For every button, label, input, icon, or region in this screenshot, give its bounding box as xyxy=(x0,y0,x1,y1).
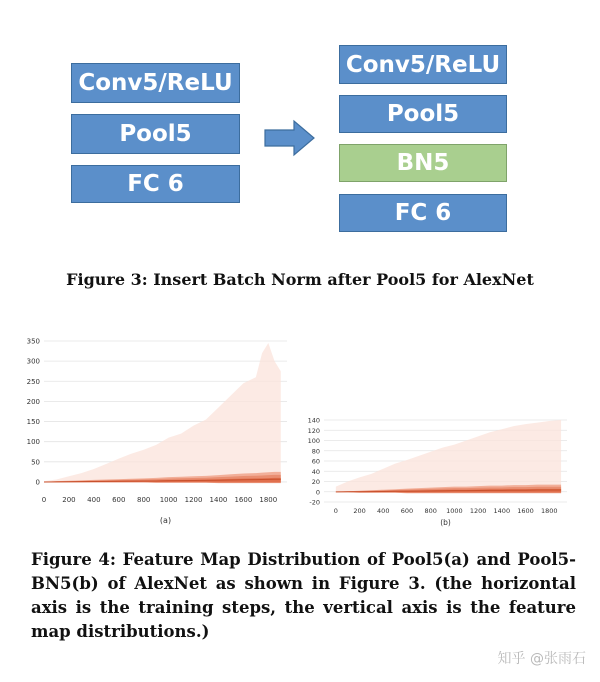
x-tick-label: 800 xyxy=(424,507,437,515)
y-tick-label: 100 xyxy=(307,437,320,445)
chart-a xyxy=(27,333,295,525)
block-conv5-relu-left: Conv5/ReLU xyxy=(71,63,240,103)
x-tick-label: 1400 xyxy=(493,507,511,515)
block-fc6-right: FC 6 xyxy=(339,194,507,232)
x-tick-label: 0 xyxy=(333,507,338,515)
figure-4-caption: Figure 4: Feature Map Distribution of Pool5(a) and Pool5-BN5(b) of AlexNet as shown in Figure 3. (the horizontal axis is the training steps, the vertical axis is the feature map distributions.) xyxy=(31,550,576,641)
y-tick-label: 150 xyxy=(26,418,40,427)
y-tick-label: 40 xyxy=(311,467,320,476)
x-tick-label: 600 xyxy=(400,507,414,515)
x-tick-label: 1000 xyxy=(159,496,178,504)
outer-envelope-area xyxy=(336,420,561,493)
x-tick-label: 1600 xyxy=(517,507,534,515)
y-tick-label: 20 xyxy=(311,478,320,486)
y-tick-label: 60 xyxy=(311,457,320,466)
x-tick-label: 400 xyxy=(87,496,101,504)
x-tick-label: 200 xyxy=(62,496,76,504)
watermark: 知乎 @张雨石 xyxy=(497,651,586,667)
y-tick-label: 0 xyxy=(315,488,320,497)
x-tick-label: 400 xyxy=(377,507,390,515)
block-conv5-relu-right: Conv5/ReLU xyxy=(339,45,507,84)
x-tick-label: 1200 xyxy=(184,496,203,504)
y-tick-label: 250 xyxy=(26,377,40,386)
y-tick-label: 100 xyxy=(26,438,40,447)
y-tick-label: 0 xyxy=(35,478,40,487)
y-tick-label: 350 xyxy=(26,337,40,346)
y-tick-label: 300 xyxy=(26,357,40,366)
panel-label: (b) xyxy=(440,518,451,527)
block-pool5-left: Pool5 xyxy=(71,114,240,154)
x-tick-label: 1600 xyxy=(234,496,253,504)
block-fc6-left: FC 6 xyxy=(71,165,240,203)
x-tick-label: 800 xyxy=(137,496,151,504)
figure-3-caption: Figure 3: Insert Batch Norm after Pool5 for AlexNet xyxy=(66,270,534,289)
arrow-right-icon xyxy=(265,121,315,155)
y-tick-label: 120 xyxy=(307,426,320,435)
y-tick-label: 140 xyxy=(307,416,320,425)
x-tick-label: 1000 xyxy=(446,507,463,515)
x-tick-label: 1800 xyxy=(540,507,558,515)
panel-label: (a) xyxy=(159,516,172,525)
block-bn5: BN5 xyxy=(339,144,507,182)
x-tick-label: 1800 xyxy=(259,496,278,504)
x-tick-label: 1400 xyxy=(209,496,228,504)
x-tick-label: 600 xyxy=(112,496,126,504)
x-tick-label: 1200 xyxy=(469,507,487,515)
y-tick-label: 200 xyxy=(26,397,40,406)
y-tick-label: -20 xyxy=(309,498,320,507)
x-tick-label: 0 xyxy=(41,496,47,504)
y-tick-label: 80 xyxy=(311,447,320,456)
block-pool5-right: Pool5 xyxy=(339,95,507,133)
chart-b xyxy=(307,412,573,527)
x-tick-label: 200 xyxy=(353,507,366,515)
y-tick-label: 50 xyxy=(31,458,40,467)
